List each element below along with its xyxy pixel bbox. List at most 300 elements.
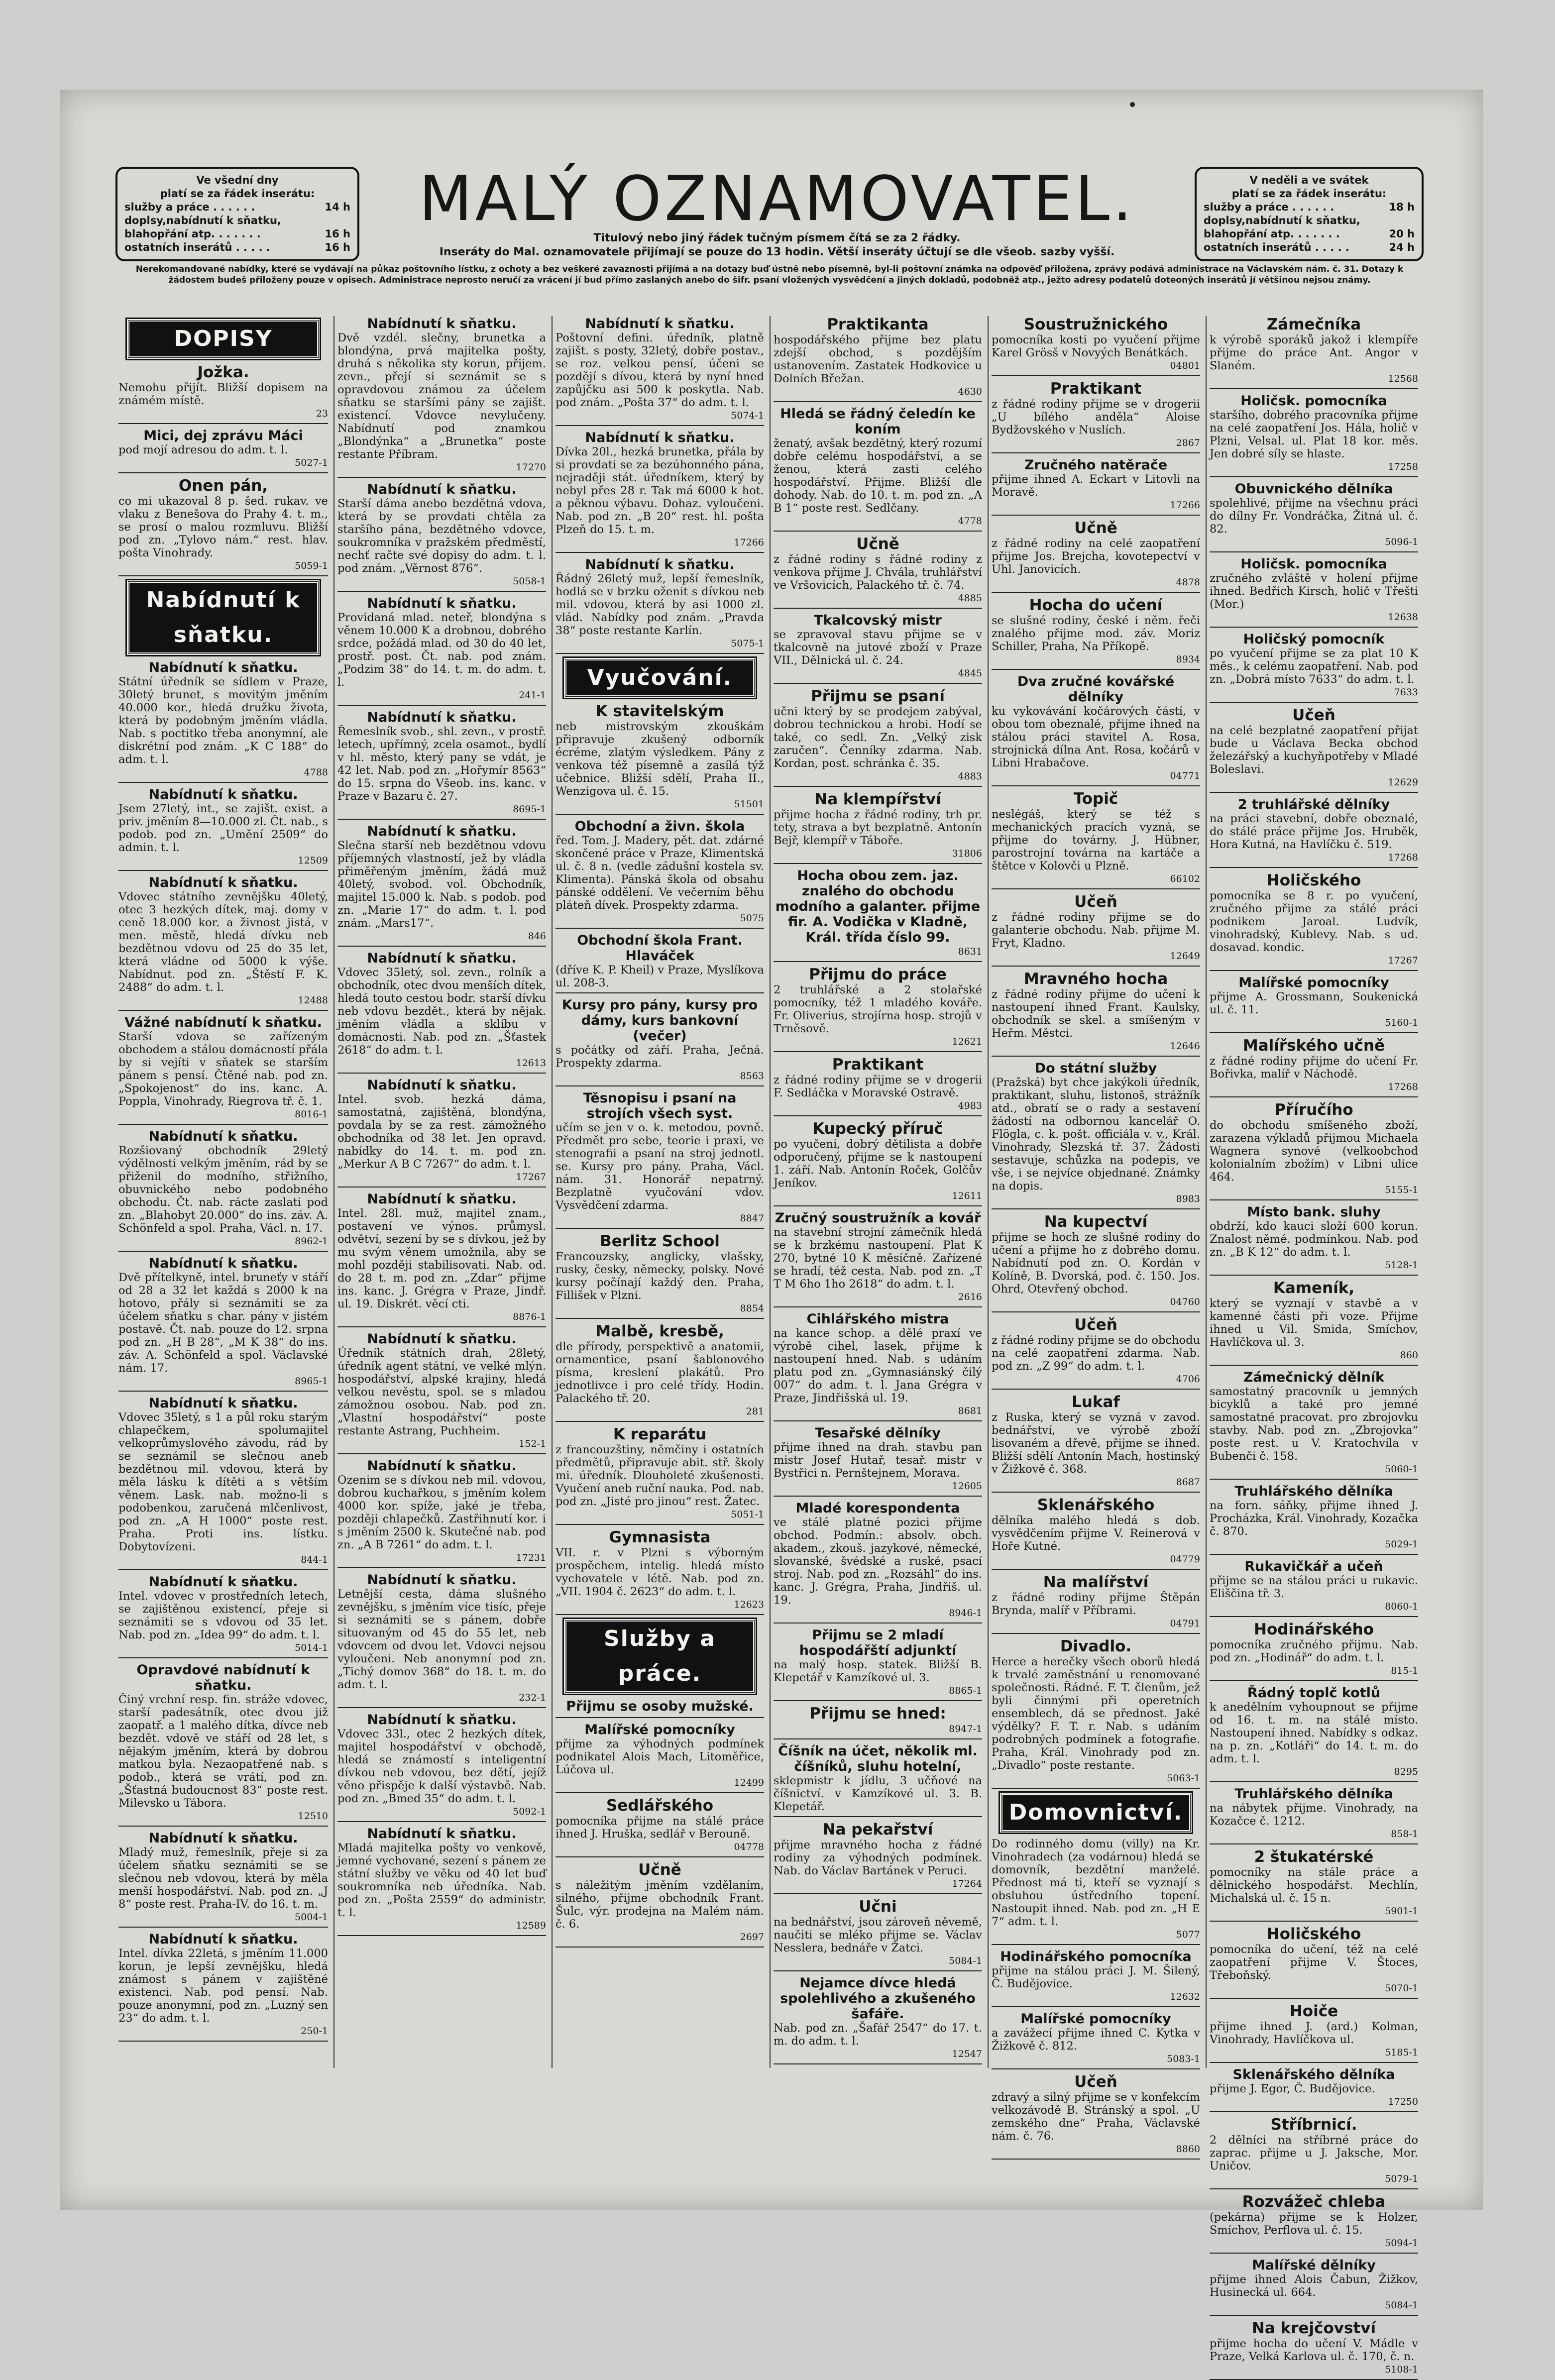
ad-divider <box>1210 1479 1418 1480</box>
ad-divider <box>774 531 982 532</box>
ad-divider <box>1210 2062 1418 2063</box>
ad-title: Mladé korespondenta <box>795 1501 960 1516</box>
classified-ad <box>992 2011 1200 2069</box>
ad-number: 66102 <box>1170 873 1200 884</box>
ad-title: Nabídnutí k sňatku. <box>148 1256 298 1271</box>
ad-divider <box>118 1124 328 1125</box>
classified-ad <box>118 1129 328 1252</box>
ad-number: 4983 <box>958 1100 982 1111</box>
ad-title: Kursy pro pány, kursy pro dámy, kurs bankovní (večer) <box>561 997 758 1044</box>
ad-title: K reparátu <box>613 1425 707 1443</box>
ad-title: Gymnasista <box>609 1528 711 1546</box>
ad-body: Letnější cesta, dáma slušného zevnějšku, s jměním více tisíc, přeje si seznámiti se s pánem, dobře situovaným od 45 do 55 let, neb vdovcem od dvou let. Vdovci nejsou vyloučeni. Neb anonymní pod zn. „Tichý domov 368“ do 18. t. m. do adm. t. l. <box>337 1588 546 1691</box>
ad-number: 04760 <box>1170 1297 1200 1307</box>
classified-ad <box>992 1213 1200 1312</box>
ad-title: Učeň <box>1074 893 1117 911</box>
ad-title: Lukaf <box>1072 1393 1120 1411</box>
ad-body: z řádné rodiny přijme se do obchodu na celé zaopatření zdarma. Nab. pod zn. „Z 99“ do adm. t. l. <box>992 1334 1200 1373</box>
ad-title: Holičského <box>1266 1925 1361 1943</box>
ad-number: 2867 <box>1176 437 1200 448</box>
classified-ad <box>118 1256 328 1392</box>
ad-number: 23 <box>316 408 328 419</box>
ad-number: 04778 <box>734 1841 764 1852</box>
ad-title: Nabídnutí k sňatku. <box>148 1932 298 1947</box>
ad-number: 12510 <box>298 1811 328 1822</box>
classified-ad <box>774 1705 982 1739</box>
ad-number: 5075-1 <box>731 638 764 649</box>
ad-body: Řádný 26letý muž, lepší řemeslník, hodlá se v brzku oženit s dívkou neb mil. vdovou, která by asi 1000 zl. vlád. Nabídky pod znám. „Pravda 38“ poste restante Karlín. <box>555 572 764 637</box>
ad-number: 8860 <box>1176 2144 1200 2155</box>
ad-title: Na pekařství <box>822 1821 933 1839</box>
rate-price: 14 h <box>325 201 350 213</box>
ad-divider <box>1210 702 1418 703</box>
ad-body: Intel. dívka 22letá, s jměním 11.000 korun, je lepší zevnějšku, hledá známost s pánem v zajištěné existenci. Nab. pod pensí. Nab. pouze anonymní, pod zn. „Luzný sen 23“ do adm. t. l. <box>118 1947 328 2025</box>
ad-divider <box>1210 1781 1418 1782</box>
classified-ad <box>1210 556 1418 628</box>
ad-title: Onen pán, <box>178 477 268 495</box>
ad-title: Nabídnutí k sňatku. <box>367 824 517 839</box>
classified-ad <box>1210 632 1418 703</box>
ad-body: sklepmistr k jídlu, 3 učňové na číšnictví. v Kamzíkové ul. 3. B. Klepetář. <box>774 1774 982 1813</box>
ad-number: 232-1 <box>519 1692 546 1703</box>
ad-body: Mladá majitelka pošty vo venkově, jemné vychované, sezení s pánem ze státní služby ve věku od 40 let buď soukromníka neb úředníka. Nab. pod zn. „Pošta 2559“ do administr. t. l. <box>337 1841 546 1919</box>
classified-ad <box>337 824 546 947</box>
ad-number: 5083-1 <box>1167 2054 1200 2064</box>
ad-number: 4845 <box>958 668 982 679</box>
ad-divider <box>774 2063 982 2064</box>
classified-ad <box>1210 872 1418 971</box>
rate-row <box>1204 227 1415 241</box>
ad-title: Přijmu se osoby mužské. <box>566 1699 754 1714</box>
ad-title: Tesařské dělníky <box>815 1425 941 1441</box>
ad-number: 2697 <box>740 1932 764 1943</box>
ad-title: Rozvážeč chleba <box>1242 2193 1386 2211</box>
ad-number: 17266 <box>1170 500 1200 511</box>
ad-number: 8947-1 <box>949 1724 982 1734</box>
classified-ad <box>337 482 546 592</box>
ad-title: Cihlářského mistra <box>806 1311 949 1327</box>
ad-body: přijme ihned Alois Čabun, Žižkov, Husinecká ul. 664. <box>1210 2273 1418 2299</box>
ad-body: VII. r. v Plzni s výborným prospěchem, intelig. hledá místo vychovatele v létě. Nab. pod zn. „VII. 1904 č. 2623“ do adm. t. l. <box>555 1546 764 1598</box>
ad-body: ku vykovávání kočárových částí, v obou tom obeznalé, přijme ihned na stálou práci stavitel A. Rosa, strojnická dílna Ant. Rosa, kočárů v Libni Hrabačove. <box>992 705 1200 769</box>
classified-ad <box>555 1699 764 1718</box>
rate-price: 20 h <box>1389 228 1415 240</box>
ad-number: 12623 <box>734 1599 764 1610</box>
ad-title: Sklenářského dělníka <box>1232 2067 1395 2082</box>
ad-number: 241-1 <box>519 690 546 701</box>
ad-number: 8695-1 <box>513 804 546 815</box>
ad-divider <box>337 819 546 820</box>
ad-divider <box>555 814 764 815</box>
ad-body: s počátky od září. Praha, Ječná. Prospekty zdarma. <box>555 1044 764 1070</box>
ad-number: 17266 <box>734 537 764 548</box>
classified-ad <box>555 1529 764 1615</box>
ad-body: Dvě vzdél. slečny, brunetka a blondýna, prvá majitelka pošty, druhá s několika sty korun, přijem. zevn., přejí si seznámit se s opravdovou známou za účelem sňatku se staršími pány se zajišt. existencí. Vdovce nevylučeny. Nabídnutí pod znamkou „Blondýnka“ a „Brunetka“ poste restante Příbram. <box>337 331 546 461</box>
ad-divider <box>337 1935 546 1936</box>
ad-number: 04801 <box>1170 360 1200 371</box>
ad-number: 844-1 <box>301 1554 328 1565</box>
classified-ad <box>337 1191 546 1327</box>
ad-title: Holičsk. pomocníka <box>1240 393 1387 409</box>
classified-ad <box>992 1949 1200 2007</box>
ad-divider <box>774 1970 982 1971</box>
ad-number: 12499 <box>734 1777 764 1788</box>
classified-ad <box>992 597 1200 670</box>
ad-divider <box>555 928 764 929</box>
classified-ad <box>774 536 982 609</box>
ad-number: 12509 <box>298 855 328 866</box>
ad-body: ve stálé platné pozici přijme obchod. Podmín.: absolv. obch. akadem., zkouš. jazykové, německé, slovanské, švédské a ruské, psací stroj. Nab. pod zn. „Rozsáhl“ do ins. kanc. J. Grégra, Praha, Jindřiš. ul. 19. <box>774 1516 982 1607</box>
ad-number: 5058-1 <box>513 576 546 587</box>
ad-title: Hledá se řádný čeledín ke koním <box>780 406 976 437</box>
classified-ad <box>555 1722 764 1793</box>
ad-title: Obchodní a živn. škola <box>574 819 745 834</box>
ad-divider <box>774 1205 982 1206</box>
ad-divider <box>1210 1554 1418 1555</box>
weekday-rates-line: Ve všední dny <box>196 174 279 186</box>
ad-body: z řádné rodiny přijme se do galanterie obchodu. Nab. přijme M. Fryt, Kladno. <box>992 911 1200 950</box>
ad-title: Holičský pomocník <box>1243 632 1385 647</box>
ad-title: Holičsk. pomocníka <box>1240 556 1387 572</box>
ad-number: 12568 <box>1388 373 1418 384</box>
ad-number: 12589 <box>516 1920 546 1931</box>
classified-ad <box>992 1316 1200 1390</box>
ad-body: Vdovec státního zevnějšku 40letý, otec 3 hezkých dítek, maj. domy v ceně 18.000 kor. a živnost jistá, v men. městě, hledá dívku neb bezdětnou vdovu od 25 do 35 let, která vládne od 5000 k výše. Nabídnut. pod zn. „Štěstí F. K. 2488“ do adm. t. l. <box>118 890 328 994</box>
ad-title: Obuvnického dělníka <box>1234 481 1393 497</box>
ad-title: Malířské pomocníky <box>584 1722 735 1737</box>
ad-title: Do státní služby <box>1034 1061 1157 1076</box>
ad-number: 04771 <box>1170 770 1200 781</box>
ad-body: přijme J. Egor, Č. Budějovice. <box>1210 2082 1375 2095</box>
ad-divider <box>555 552 764 553</box>
ad-number: 5014-1 <box>295 1642 328 1653</box>
rate-row <box>124 227 350 241</box>
ad-divider <box>774 683 982 684</box>
ad-body: k výrobě sporáků jakož i klempíře přijme do práce Ant. Angor v Slaném. <box>1210 333 1418 372</box>
ad-number: 12629 <box>1388 777 1418 788</box>
classified-ad <box>774 1210 982 1307</box>
ad-title: Přijmu se psaní <box>811 687 945 705</box>
ad-title: Nabídnutí k sňatku. <box>367 1712 517 1728</box>
ad-number: 8060-1 <box>1385 1601 1418 1612</box>
ad-title: Nabídnutí k sňatku. <box>585 316 735 331</box>
ad-divider <box>1210 1843 1418 1844</box>
ad-title: Přijmu se 2 mladí hospodářští adjunktí <box>799 1627 957 1658</box>
ad-number: 815-1 <box>1391 1665 1418 1676</box>
rate-label: doplsy,nabídnutí k sňatku, <box>1204 215 1360 226</box>
ad-number: 17268 <box>1388 1082 1418 1092</box>
ad-title: Hodinářského pomocníka <box>1000 1949 1192 1964</box>
ad-number: 8962-1 <box>295 1236 328 1247</box>
ad-title: Zámečnický dělník <box>1243 1370 1384 1385</box>
ad-title: Vážné nabídnutí k sňatku. <box>124 1015 322 1030</box>
ad-title: Na kupectví <box>1044 1213 1148 1231</box>
ad-title: Dva zručné kovářské dělníky <box>1017 674 1175 705</box>
ad-body: s náležitým jměním vzdělaním, silného, přijme obchodník Frant. Šulc, výr. prodejna na Malém nám. č. 6. <box>555 1879 764 1931</box>
classified-ad <box>774 966 982 1052</box>
ad-divider <box>992 515 1200 516</box>
ad-divider <box>992 452 1200 453</box>
ad-title: Učni <box>859 1898 897 1916</box>
ad-divider <box>1210 1199 1418 1200</box>
ad-title: Praktikant <box>1050 380 1142 398</box>
ad-title: Berlitz School <box>600 1232 720 1250</box>
ad-title: Přijmu se hned: <box>809 1705 946 1723</box>
column-2 <box>333 316 549 2068</box>
ad-body: přijme ihned J. (ard.) Kolman, Vinohrady, Havlíčkova ul. <box>1210 2020 1418 2046</box>
ad-divider <box>1210 627 1418 628</box>
classified-ad <box>555 819 764 929</box>
ad-title: Truhlářského dělníka <box>1234 1484 1393 1499</box>
ad-number: 2616 <box>958 1292 982 1302</box>
classified-ad <box>1210 975 1418 1033</box>
ad-number: 5029-1 <box>1385 1539 1418 1550</box>
classified-ad <box>337 316 546 478</box>
ad-divider <box>992 2159 1200 2160</box>
ad-body: pomocníky na stále práce a dělnického hospodářst. Mechlín, Michalská ul. č. 15 n. <box>1210 1866 1418 1905</box>
ad-number: 8681 <box>958 1406 982 1416</box>
ad-title: Nabídnutí k sňatku. <box>367 1331 517 1347</box>
ad-title: Nabídnutí k sňatku. <box>585 557 735 572</box>
ad-body: Nemohu přijít. Bližší dopisem na známém místě. <box>118 381 328 407</box>
ad-title: Praktikanta <box>827 316 929 333</box>
ad-divider <box>118 2041 328 2042</box>
ad-body: pomocníka se 8 r. po vyučení, zručného přijme za stálé práci podnikem Jaroal. Ludvík, vinohradský, Kublevy. Nab. s ud. dosavad. kondic. <box>1210 889 1418 954</box>
classified-ad <box>555 703 764 815</box>
ad-body: (pekárna) přijme se k Holzer, Smíchov, Perflova ul. č. 15. <box>1210 2211 1418 2237</box>
ad-divider <box>992 1633 1200 1634</box>
ad-number: 281 <box>746 1406 764 1417</box>
ad-number: 8876-1 <box>513 1311 546 1322</box>
ad-number: 17231 <box>516 1552 546 1563</box>
ad-title: Opravdové nabídnutí k sňatku. <box>136 1662 310 1693</box>
ad-number: 17258 <box>1388 461 1418 472</box>
classified-ad <box>118 477 328 576</box>
ad-body: z řádné rodiny přijme Štěpán Brynda, malíř v Příbrami. <box>992 1591 1200 1617</box>
ad-body: na celé bezplatné zaopatření přijat bude u Václava Becka obchod železářský a kuchyňpotřeby v Mladé Boleslavi. <box>1210 724 1418 776</box>
ad-body: co mi ukazoval 8 p. šed. rukav. ve vlaku z Benešova do Prahy 4. t. m., se prosí o malou rozmluvu. Bližší pod zn. „Tylovo nám.“ rest. hlav. pošta Vinohrady. <box>118 495 328 559</box>
ad-number: 5108-1 <box>1385 2364 1418 2375</box>
section-heading: Domovnictví. <box>1000 1793 1192 1833</box>
rate-row <box>1204 201 1415 214</box>
ad-title: Nabídnutí k sňatku. <box>148 1396 298 1411</box>
classified-ad <box>337 1078 546 1188</box>
ad-title: Truhlářského dělníka <box>1234 1786 1393 1802</box>
ad-body: Vdovec 35letý, sol. zevn., rolník a obchodník, otec dvou menších dítek, hledá touto cestou bodr. starší dívku neb vdovu bezdět., která by nějak. jměním vládla a sklíbu v domácnosti. Nab. pod zn. „Šťastek 2618“ do adm. t. l. <box>337 966 546 1057</box>
ad-number: 12646 <box>1170 1041 1200 1052</box>
ad-title: Sedlářského <box>606 1797 713 1815</box>
ad-divider <box>774 1738 982 1739</box>
ad-title: Kupecký příruč <box>812 1120 943 1138</box>
ad-divider <box>555 1717 764 1718</box>
classified-ad <box>118 1932 328 2042</box>
classified-ad <box>1210 2258 1418 2316</box>
classified-ad <box>1210 1280 1418 1366</box>
ad-body: Intel. 28l. muž, majitel znam., postavení ve výnos. průmysl. odvětví, sezení by se s dívkou, jež by mu svým věnem umožnila, aby se mohl později stabilisovati. Nab. od. do 28 t. m. pod zn. „Zdar“ přijme ins. kanc. J. Grégra v Praze, Jindř. ul. 19. Diskrét. věcí cti. <box>337 1207 546 1310</box>
ad-body: Poštovní defini. úředník, platně zajišt. s posty, 32letý, dobře postav., se roz. velkou pensí, účeni se pozdějí s dívou, která by nyní hned zapůjčku asi 500 k poskytla. Nab. pod znám. „Pošta 37“ do adm. t. l. <box>555 331 764 409</box>
ad-body: Rozšiovaný obchodník 29letý výdělnosti velkým jměním, rád by se přiženil do modního, střižního, obuvnického nebo podobného obchodu. Čt. nab. rácte zaslati pod zn. „Blahobyt 20.000“ do ins. záv. A. Schönfeld a spol. Praha, Václ. n. 17. <box>118 1144 328 1235</box>
ad-divider <box>1210 2253 1418 2254</box>
rate-label: služby a práce . . . . . . <box>1204 201 1334 213</box>
classified-ad <box>992 1061 1200 1209</box>
ad-body: na nábytek přijme. Vinohrady, na Kozačce č. 1212. <box>1210 1802 1418 1828</box>
ad-divider <box>555 1318 764 1319</box>
ad-title: Rukavičkář a učeň <box>1244 1559 1383 1574</box>
ad-title: Nabídnutí k sňatku. <box>367 1078 517 1093</box>
ad-divider <box>337 1707 546 1708</box>
ad-divider <box>774 1115 982 1116</box>
classified-ad <box>555 1090 764 1229</box>
ad-body: Mladý muž, řemeslník, přeje si za účelem sňatku seznámiti se se slečnou neb vdovou, která by měla menší hospodářství. Nab. pod zn. „J 8“ poste rest. Praha-IV. do 16. t. m. <box>118 1846 328 1911</box>
ad-title: Jožka. <box>197 363 249 381</box>
classified-ad <box>337 1331 546 1454</box>
ad-body: Providaná mlad. neteř, blondýna s věnem 10.000 K a drobnou, dobrého srdce, požádá mlad. od 30 do 40 let, prostř. post. Čt. nab. pod znám. „Podzim 38“ do 14. t. m. do adm. t. l. <box>337 611 546 689</box>
ad-title: Kameník, <box>1273 1279 1355 1297</box>
classified-ad <box>1210 1484 1418 1555</box>
ad-title: Řádný toplč kotlů <box>1247 1685 1381 1701</box>
ad-divider <box>992 592 1200 593</box>
column-6 <box>1206 316 1421 2375</box>
ad-body: 2 dělníci na stříbrné práce do zaprac. přijme u J. Jaksche, Mor. Uničov. <box>1210 2134 1418 2172</box>
ad-title: Číšník na účet, několik ml. číšníků, sluhu hotelní, <box>778 1743 978 1774</box>
ad-number: 5096-1 <box>1385 537 1418 547</box>
ad-title: Malbě, kresbě, <box>595 1322 724 1340</box>
ad-divider <box>555 992 764 993</box>
ad-body: hospodářského přijme bez platu zdejší obchod, s pozdějším ustanovením. Zastatek Hodkovice u Dolních Břežan. <box>774 333 982 385</box>
ad-divider <box>1210 792 1418 793</box>
ad-number: 4883 <box>958 771 982 782</box>
ad-body: staršího, dobrého pracovníka přijme na celé zaopatření Jos. Hála, holič v Plzni, Velsal. ul. Plat 18 kor. měs. Jen dobré síly se hlaste. <box>1210 409 1418 460</box>
ad-title: Stříbrnicí. <box>1270 2116 1357 2134</box>
classified-ad <box>1210 1559 1418 1617</box>
section-heading: Služby a práce. <box>564 1619 756 1694</box>
ad-title: Učně <box>638 1861 681 1879</box>
ad-number: 5059-1 <box>295 560 328 571</box>
ad-divider <box>118 1391 328 1392</box>
classified-ad <box>555 316 764 426</box>
column-1 <box>115 316 331 2068</box>
ad-number: 12649 <box>1170 951 1200 962</box>
rate-row <box>124 201 350 214</box>
rate-label: doplsy,nabídnutí k sňatku, <box>124 215 281 226</box>
ad-divider <box>337 1821 546 1822</box>
weekday-rates-line: platí se za řádek inserátu: <box>160 188 315 200</box>
rate-price: 16 h <box>325 228 350 240</box>
ad-number: 8687 <box>1176 1477 1200 1488</box>
ad-divider <box>118 1010 328 1011</box>
ad-title: Tkalcovský mistr <box>814 613 942 628</box>
ad-number: 5077 <box>1176 1929 1200 1940</box>
ad-body: dělníka malého hledá s dob. vysvědčením přijme V. Reinerová v Hoře Kutné. <box>992 1514 1200 1553</box>
ad-number: 17267 <box>516 1172 546 1183</box>
classified-ad <box>118 428 328 473</box>
ad-body: pod mojí adresou do adm. t. l. <box>118 443 288 456</box>
ad-title: Zámečníka <box>1266 316 1361 333</box>
classified-ad <box>1210 707 1418 793</box>
ad-divider <box>1210 2111 1418 2112</box>
ad-body: z řádné rodiny přijme se v drogerii „U bílého anděla“ Aloise Bydžovského v Nuslích. <box>992 398 1200 436</box>
classified-ad <box>118 875 328 1011</box>
ad-body: přijme za výhodných podmínek podnikatel Alois Mach, Litoměřice, Lúčova ul. <box>555 1737 764 1776</box>
ad-number: 17267 <box>1388 955 1418 966</box>
classified-ad <box>1210 1101 1418 1200</box>
classified-ad <box>118 1015 328 1125</box>
classified-ad <box>555 557 764 654</box>
classified-ad <box>992 2073 1200 2160</box>
ad-number: 4885 <box>958 593 982 604</box>
ad-body: z řádné rodiny na celé zaopatření přijme Jos. Brejcha, kovotepectví v Uhl. Janovicích. <box>992 537 1200 576</box>
ad-divider <box>774 863 982 864</box>
rate-label: blahopřání atp. . . . . . . <box>124 228 261 240</box>
ad-divider <box>1210 1275 1418 1276</box>
ad-number: 04791 <box>1170 1618 1200 1629</box>
ad-divider <box>555 1228 764 1229</box>
ad-divider <box>118 575 328 576</box>
ad-divider <box>992 1389 1200 1390</box>
section-heading: Vyučování. <box>564 658 756 698</box>
ad-divider <box>555 1856 764 1857</box>
ad-body: do obchodu smíšeného zboží, zarazena výkladů přijmou Michaela Wagnera synové (velkoobchod kolonialním zbožím) v Libni ulice 464. <box>1210 1119 1418 1184</box>
ad-body: Herce a herečky všech oborů hledá k trvalé zaměstnání u renomované společnosti. Řádné. F. T. členům, jež byli činnými při operetních ensemblech, dá se přednost. Jaké výdělky? F. T. r. Nab. s udáním podrobných podmínek a fotografie. Praha, Král. Vinohrady pod zn. „Divadlo“ poste restante. <box>992 1655 1200 1772</box>
ad-divider <box>337 1567 546 1568</box>
ad-number: 8865-1 <box>949 1685 982 1696</box>
ad-body: Francouzsky, anglicky, vlašsky, rusky, česky, německy, polsky. Nové kursy počínají každý den. Praha, Fillišek v Plzni. <box>555 1250 764 1302</box>
classified-ad <box>774 1425 982 1497</box>
ad-title: Nabídnutí k sňatku. <box>148 1574 298 1590</box>
ad-number: 8016-1 <box>295 1109 328 1120</box>
ad-title: Nabídnutí k sňatku. <box>367 482 517 497</box>
classified-ad <box>555 1233 764 1319</box>
ad-body: pomocníka zručného přijmu. Nab. pod zn. „Hodinář“ do adm. t. l. <box>1210 1638 1418 1664</box>
ad-divider <box>774 961 982 962</box>
classified-ad <box>118 1831 328 1928</box>
ad-number: 17268 <box>1388 852 1418 863</box>
page-title: MALÝ OZNAMOVATEL. <box>419 163 1135 235</box>
ad-body: na bednářství, jsou zároveň něvemě, naučiti se mléko přijme se. Václav Nesslera, bednáře v Žatci. <box>774 1916 982 1954</box>
ad-title: Nabídnutí k sňatku. <box>367 1572 517 1588</box>
classified-ad <box>118 1662 328 1827</box>
ad-body: Vdovec 35letý, s 1 a půl roku starým chlapečkem, spolumajitel velkoprůmyslového závodu, rád by se seznámil se slečnou aneb bezdětnou mil. vdovou, která by měla lásku k dítěti a s větším věnem. Lask. nab. možno-li s podobenkou, zaručená mlčenlivost, pod zn. „A H 1000“ poste rest. Praha. Proti ins. lístku. Dobytovízeni. <box>118 1411 328 1553</box>
ad-divider <box>774 1816 982 1817</box>
ad-body: z řádné rodiny přijme do učení Fr. Bořivka, malíř v Náchodě. <box>1210 1055 1418 1081</box>
ad-divider <box>774 1700 982 1701</box>
classified-ad <box>118 1574 328 1658</box>
classified-ad <box>774 1898 982 1971</box>
ad-divider <box>337 705 546 706</box>
ad-body: (Pražská) byt chce jakýkoli úředník, praktikant, sluhu, listonoš, strážník atd., obratí se o rady a sestavení žádostí na odbornou kancelář O. Flögla, c. k. pošt. officiála v. v., Král. Vinohrady, Slezská tř. 37. Žádosti sestavuje, schůzka na podepis, ve vše, i se nejvíce objednané. Známky na dopis. <box>992 1076 1200 1192</box>
classified-ad <box>1210 393 1418 477</box>
ad-title: Obchodní škola Frant. Hlaváček <box>577 933 743 964</box>
ad-body: Ozenim se s dívkou neb mil. vdovou, dobrou kuchařkou, s jměním kolem 4000 kor. spíže, jaké je třeba, později chlapečků. Zastřihnutí kor. i s jměním 2500 k. Skutečné nab. pod zn. „A B 7261“ do adm. t. l. <box>337 1474 546 1551</box>
ad-body: řed. Tom. J. Madery, pět. dat. zdárné skončené práce v Praze, Klimentská ul. č. 8 n. (vedle zádušní kostela sv. Klimenta). Pánská škola od obsahu pánské oddělení. Ve večerním běhu pláteň dívek. Prospekty zdarma. <box>555 834 764 912</box>
ad-body: přijme mravného hocha z řádné rodiny za výhodných podmínek. Nab. do Václav Bartánek v Peruci. <box>774 1839 982 1877</box>
classified-ad <box>992 380 1200 453</box>
ad-number: 5060-1 <box>1385 1464 1418 1475</box>
classified-ad <box>337 951 546 1074</box>
ad-divider <box>1210 2188 1418 2189</box>
ad-divider <box>992 1056 1200 1057</box>
ad-body: přijme hocha z řádné rodiny, trh pr. tety, strava a byt bezplatně. Antonín Bejř, klempíř v Táboře. <box>774 808 982 847</box>
ad-number: 5027-1 <box>295 457 328 468</box>
classified-ad <box>555 430 764 553</box>
ad-body: na forn. sáňky, přijme ihned J. Procházka, Král. Vinohrady, Kozačka č. 870. <box>1210 1499 1418 1538</box>
ad-divider <box>555 1524 764 1525</box>
classified-ad <box>337 596 546 706</box>
ad-divider <box>992 2006 1200 2007</box>
ad-divider <box>118 1826 328 1827</box>
classified-ad <box>774 1821 982 1894</box>
ad-number: 4788 <box>304 767 328 778</box>
